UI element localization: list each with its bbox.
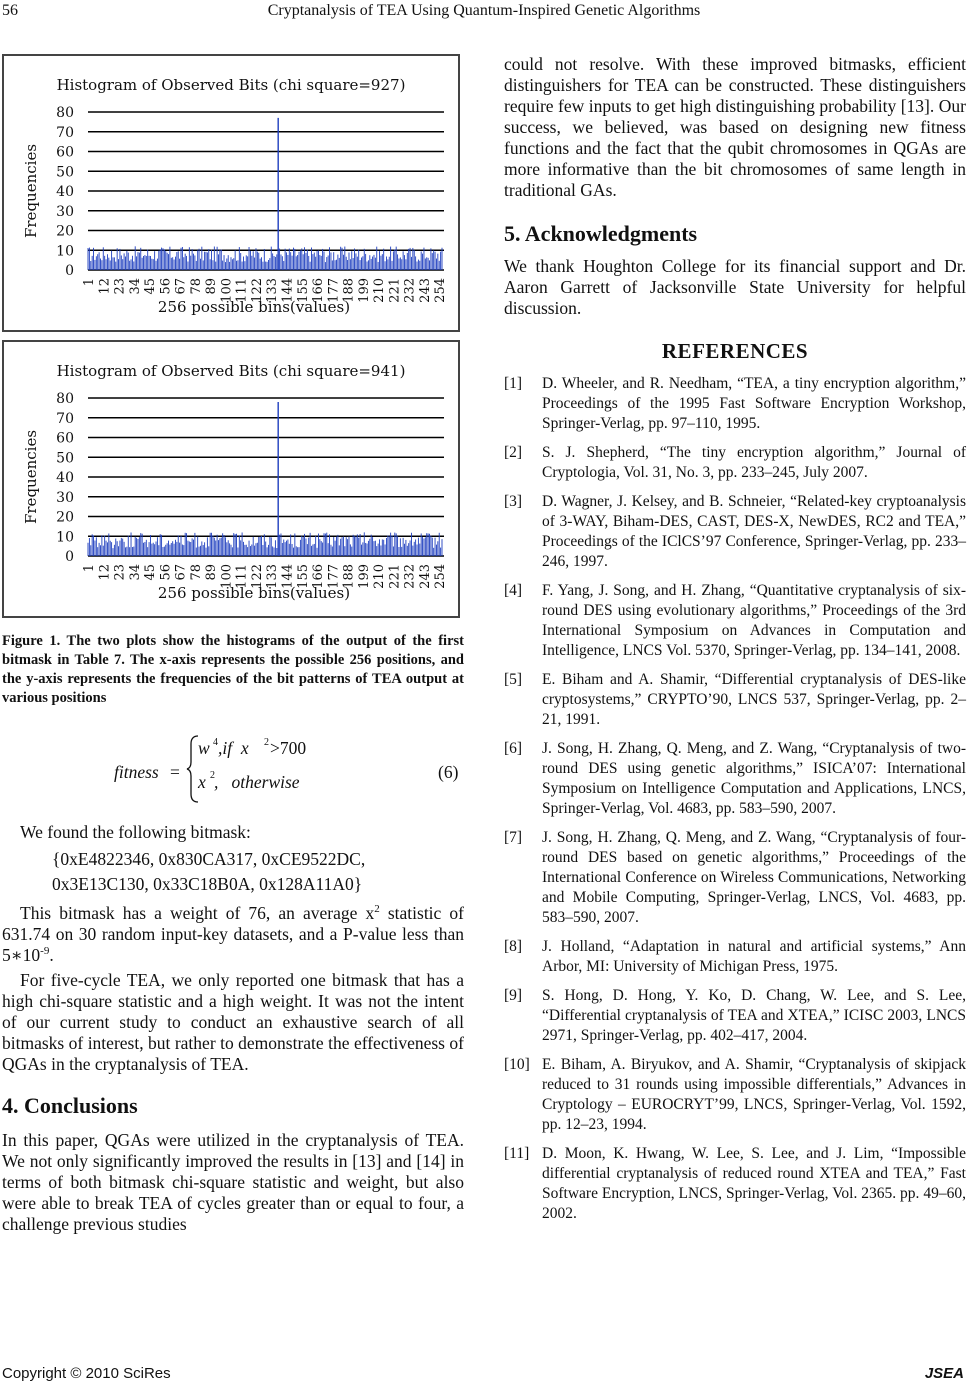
histogram-chart-1 [4,56,458,330]
y-tick-label: 50 [56,164,74,181]
reference-item [504,937,966,977]
reference-number: [11] [504,1145,530,1162]
x-tick-label: 23 [112,278,128,295]
x-tick-label: 166 [311,278,327,303]
conclusions-heading: 4. Conclusions [2,1093,138,1118]
reference-number: [1] [504,375,523,392]
case1-condition: ,if x [218,738,249,758]
x-tick-label: 34 [127,278,143,295]
x-tick-label: 243 [417,564,433,589]
x-tick-label: 177 [326,564,342,589]
equation-number: (6) [438,762,459,782]
x-tick-label: 144 [280,564,296,589]
x-tick-label: 12 [97,564,113,581]
x-tick-label: 122 [249,278,265,303]
weight-text-c: . [49,945,54,965]
reference-number: [6] [504,740,523,757]
reference-number: [10] [504,1056,530,1073]
acknowledgments-paragraph: We thank Houghton College for its financial support and Dr. Aaron Garrett of Jacksonville State University for helpful discussion. [504,256,966,318]
reference-item [504,986,966,1046]
reference-item [504,374,966,434]
reference-text: S. Hong, D. Hong, Y. Ko, D. Chang, W. Lee, and S. Lee, “Differential cryptanalysis of TEA and XTEA,” ICISC 2003, LNCS 2971, Springer-Verlag, pp. 402–417, 2004. [542,987,966,1044]
reference-text: D. Wagner, J. Kelsey, and B. Schneier, “Related-key cryptoanalysis of 3-WAY, Biham-DES, CAST, DES-X, NewDES, RC2 and TEA,” Proceedings of the IClCS’97 Conference, Springer-Verlag, pp. 233–246, 1997. [542,493,966,570]
chart-title: Histogram of Observed Bits (chi square=941) [56,362,406,380]
histogram-panel-2 [2,340,460,618]
x-tick-label: 177 [326,278,342,303]
bitmask-weight-paragraph [2,903,464,966]
reference-text: E. Biham and A. Shamir, “Differential cryptanalysis of DES-like cryptosystems,” CRYPTO’90, LNCS 537, Springer-Verlag, pp. 2–21, 1991. [542,671,966,728]
y-tick-label: 20 [56,223,74,240]
x-tick-label: 89 [204,564,220,581]
y-tick-label: 80 [56,105,74,121]
y-tick-label: 10 [56,529,74,546]
x-tick-label: 221 [387,278,403,303]
reference-item [504,828,966,928]
x-tick-label: 232 [402,564,418,589]
y-axis-label: Frequencies [22,143,40,239]
x-tick-label: 67 [173,564,189,581]
x-tick-label: 1 [82,278,97,287]
x-tick-label: 56 [158,564,174,581]
reference-text: J. Song, H. Zhang, Q. Meng, and Z. Wang, “Cryptanalysis of four-round DES based on genetic algorithms,” Proceedings of the International Conference on Wireless Communications, Networking and Mobile Computing, Springer-Verlag, LNCS, Vol. 4683, pp. 583–590, 2007. [542,829,966,926]
equation-lhs: fitness [114,762,159,782]
reference-number: [9] [504,987,523,1004]
y-tick-label: 50 [56,450,74,467]
conclusions-paragraph: In this paper, QGAs were utilized in the cryptanalysis of TEA. We not only significantly improved the results in [13] and [14] in terms of both bitmask chi-square statistic and weight, but also were able to break TEA of cycles greater than or equal to four, a challenge previous studies [2,1130,464,1234]
x-tick-label: 210 [372,564,388,589]
case1-threshold: >700 [270,738,307,758]
chart-title: Histogram of Observed Bits (chi square=927) [56,76,406,94]
running-title: Cryptanalysis of TEA Using Quantum-Inspired Genetic Algorithms [267,2,701,19]
x-tick-label: 210 [372,278,388,303]
x-tick-label: 144 [280,278,296,303]
x-tick-label: 12 [97,278,113,295]
bitmask-line-1: {0xE4822346, 0x830CA317, 0xCE9522DC, [52,849,366,869]
x-tick-label: 122 [249,564,265,589]
weight-sup-1: 2 [374,903,380,916]
footer-journal: JSEA [924,1365,964,1382]
x-tick-label: 155 [295,564,311,589]
reference-item [504,670,966,730]
y-tick-label: 70 [56,410,74,427]
bitmask-line-2: 0x3E13C130, 0x33C18B0A, 0x128A11A0} [52,874,363,894]
reference-number: [7] [504,829,523,846]
equation-6 [2,732,464,806]
reference-item [504,581,966,661]
figure-caption: Figure 1. The two plots show the histograms of the output of the first bitmask in Table 7. The x-axis represents the possible 256 positions, and the y-axis represents the frequencies of the bit patterns of TEA output at various positions [2,633,464,706]
y-tick-label: 60 [56,430,74,447]
y-tick-label: 40 [56,470,74,486]
reference-item [504,492,966,572]
reference-text: D. Wheeler, and R. Needham, “TEA, a tiny encryption algorithm,” Proceedings of the 1995 Fast Software Encryption Workshop, Springer-Verlag, pp. 97–110, 1995. [542,375,966,432]
case2-otherwise: , otherwise [214,772,300,792]
weight-sup-2: -9 [40,945,50,958]
x-tick-label: 232 [402,278,418,303]
case2-exponent: 2 [210,770,215,781]
right-column [504,54,966,1233]
x-tick-label: 89 [204,278,220,295]
y-tick-label: 80 [56,391,74,407]
x-tick-label: 100 [219,564,235,589]
equation-equals: = [170,762,180,782]
x-tick-label: 155 [295,278,311,303]
weight-text-a: This bitmask has a weight of 76, an average x [20,903,375,923]
x-axis-label: 256 possible bins(values) [157,584,351,602]
reference-text: F. Yang, J. Song, and H. Zhang, “Quantitative cryptanalysis of six-round DES using evolutionary algorithms,” Proceedings of the 3rd International Symposium on Advances in Computation and Intelligence, LNCS Vol. 5370, Springer-Verlag, pp. 134–141, 2008. [542,582,966,659]
x-tick-label: 133 [265,278,281,303]
x-tick-label: 188 [341,278,357,303]
acknowledgments-heading: 5. Acknowledgments [504,221,698,246]
x-tick-label: 254 [433,278,449,303]
footer-copyright: Copyright © 2010 SciRes [2,1365,171,1382]
x-tick-label: 166 [311,564,327,589]
x-tick-label: 45 [143,278,159,295]
x-axis-label: 256 possible bins(values) [157,298,351,316]
x-tick-label: 67 [173,278,189,295]
x-tick-label: 78 [188,278,204,295]
y-tick-label: 10 [56,243,74,260]
found-bitmask-text: We found the following bitmask: [20,822,251,842]
reference-item [504,443,966,483]
reference-text: S. J. Shepherd, “The tiny encryption algorithm,” Journal of Cryptologia, Vol. 31, No. 3, pp. 233–245, July 2007. [542,444,966,481]
y-tick-label: 20 [56,509,74,526]
reference-item [504,1144,966,1224]
reference-number: [8] [504,938,523,955]
histogram-panel-1 [2,54,460,332]
continuation-paragraph: could not resolve. With these improved bitmasks, efficient distinguishers for TEA can be constructed. These distinguishers require few inputs to get high distinguishing probability [13]. Our success, we believed, was based on designing new fitness functions and the fact that the qubit chromosomes in QGAs are more informative than the bit chromosomes of same length in traditional GAs. [504,54,966,200]
x-tick-label: 111 [234,564,250,589]
case1-w-exponent: 4 [213,737,218,748]
reference-number: [4] [504,582,523,599]
reference-number: [3] [504,493,523,510]
reference-text: J. Holland, “Adaptation in natural and artificial systems,” Ann Arbor, MI: University of Michigan Press, 1975. [542,938,966,975]
x-tick-label: 199 [356,564,372,589]
reference-number: [5] [504,671,523,688]
y-tick-label: 70 [56,124,74,141]
x-tick-label: 1 [82,564,97,573]
reference-number: [2] [504,444,523,461]
y-tick-label: 30 [56,203,74,220]
weight-text-b: statistic of 631.74 on 30 random input-key datasets, and a P-value less than 5∗10 [2,903,464,965]
x-tick-label: 243 [417,278,433,303]
y-tick-label: 0 [65,263,74,279]
reference-item [504,1055,966,1135]
reference-text: D. Moon, K. Hwang, W. Lee, S. Lee, and J. Lim, “Impossible differential cryptanalysis of reduced round XTEA and TEA,” Fast Software Encryption, LNCS, Springer-Verlag, Vol. 2365. pp. 49–60, 2002. [542,1145,966,1222]
y-tick-label: 40 [56,184,74,200]
histogram-chart-2 [4,342,458,616]
x-tick-label: 111 [234,278,250,303]
y-axis-label: Frequencies [22,429,40,525]
x-tick-label: 254 [433,564,449,589]
reference-item [504,739,966,819]
y-tick-label: 30 [56,489,74,506]
x-tick-label: 188 [341,564,357,589]
x-tick-label: 78 [188,564,204,581]
five-cycle-paragraph: For five-cycle TEA, we only reported one bitmask that has a high chi-square statistic and a high weight. It was not the intent of our current study to conduct an exhaustive search of all bitmasks of interest, but rather to demonstrate the effectiveness of QGAs in the cryptanalysis of TEA. [2,970,464,1074]
x-tick-label: 199 [356,278,372,303]
x-tick-label: 45 [143,564,159,581]
case2-x: x [198,772,206,792]
y-tick-label: 0 [65,549,74,565]
x-tick-label: 133 [265,564,281,589]
y-tick-label: 60 [56,144,74,161]
case1-w: w [198,738,210,758]
left-column [2,54,464,1235]
x-tick-label: 56 [158,278,174,295]
x-tick-label: 221 [387,564,403,589]
x-tick-label: 23 [112,564,128,581]
case1-x-exponent: 2 [264,737,269,748]
page-number: 56 [2,2,18,19]
reference-text: J. Song, H. Zhang, Q. Meng, and Z. Wang, “Cryptanalysis of two-round DES using genetic algorithms,” ISICA’07: International Symposium on Intelligence Computation and Applications, LNCS, Springer-Verlag, Vol. 4683, pp. 583–590, 2007. [542,740,966,817]
reference-list [504,374,966,1224]
references-heading: REFERENCES [661,339,809,363]
x-tick-label: 34 [127,564,143,581]
x-tick-label: 100 [219,278,235,303]
reference-text: E. Biham, A. Biryukov, and A. Shamir, “Cryptanalysis of skipjack reduced to 31 rounds using impossible differentials,” Advances in Cryptology – EUROCRYT’99, LNCS, Springer-Verlag, Vol. 1592, pp. 12–23, 1994. [542,1056,966,1133]
